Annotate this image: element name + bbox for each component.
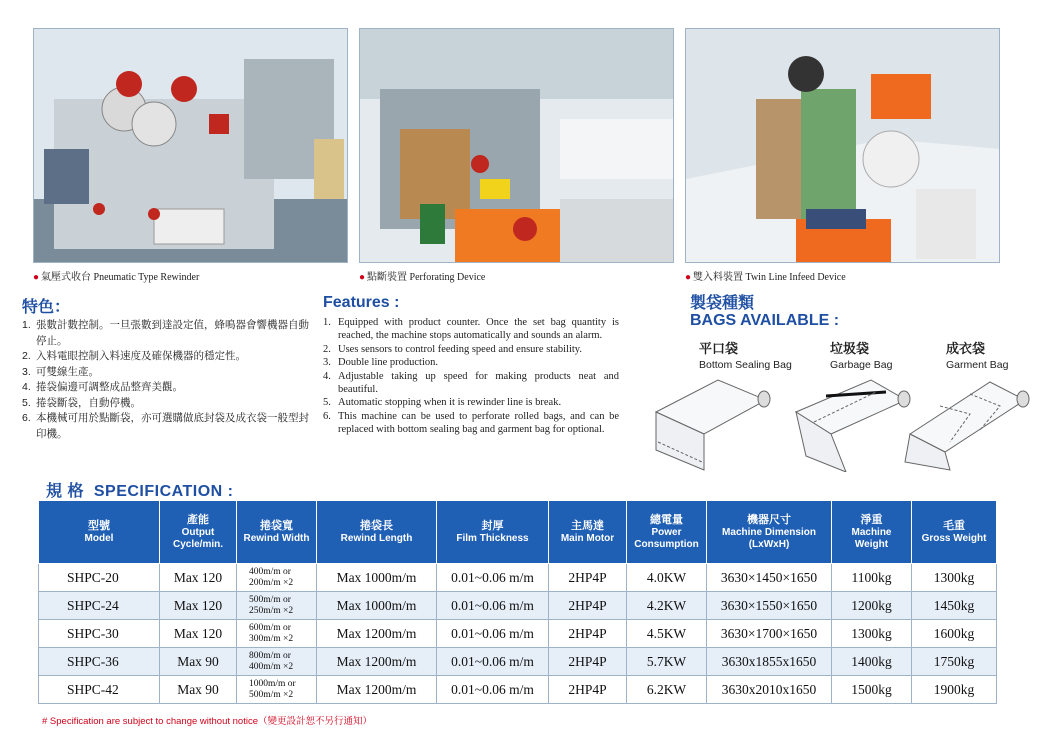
list-item: 2. Uses sensors to control feeding speed and ensure stability. [323,343,582,355]
table-row: SHPC-42 Max 90 1000m/m or 500m/m ×2 Max 1200m/m 0.01~0.06 m/m 2HP4P 6.2KW 3630x2010x1650 1500kg 1900kg [39,676,997,704]
garbage-bag-icon [786,372,916,472]
list-item: 1. 張數計數控制。一旦張數到達設定值，蜂鳴器會響機器自動停止。 [22,319,309,347]
list-item: 6. 本機械可用於點斷袋，亦可選購做底封袋及成衣袋一般型封印機。 [22,412,309,440]
features-zh-title: 特色： [22,299,71,316]
table-row: SHPC-20 Max 120 400m/m or 200m/m ×2 Max 1000m/m 0.01~0.06 m/m 2HP4P 4.0KW 3630×1450×1650 1100kg 1300kg [39,564,997,592]
table-row: SHPC-30 Max 120 600m/m or 300m/m ×2 Max 1200m/m 0.01~0.06 m/m 2HP4P 4.5KW 3630×1700×1650 1300kg 1600kg [39,620,997,648]
column-header: 總電量 Power Consumption [627,501,707,564]
features-en-title: Features : [323,294,400,311]
list-item: 1. Equipped with product counter. Once the set bag quantity is reached, the machine stops automatically and sounds an alarm. [323,317,619,342]
list-item: 3. Double line production. [323,357,439,369]
list-item: 6. This machine can be used to perforate rolled bags, and can be replaced with bottom sealing bag and garment bag for optional. [323,410,619,436]
column-header: 機器尺寸 Machine Dimension (LxWxH) [707,501,832,564]
spec-table [38,500,997,704]
spec-disclaimer: # Specification are subject to change without notice（變更設計恕不另行通知） [42,716,372,727]
twin-line-infeed-photo [685,28,1000,263]
list-item: 4. Adjustable taking up speed for making products neat and beautiful. [323,370,619,396]
list-item: 5. Automatic stopping when it is rewinder line is break. [323,397,562,409]
garment-bag-icon [900,372,1035,472]
photo-caption-twin-infeed: ● 雙入料裝置 Twin Line Infeed Device [685,272,846,283]
photo-caption-rewinder: ● 氣壓式收台 Pneumatic Type Rewinder [33,272,200,283]
column-header: 封厚 Film Thickness [437,501,549,564]
list-item: 4. 捲袋偏邊可調整成品整齊美觀。 [22,381,183,393]
bottom-sealing-bag-icon [648,372,778,472]
spec-title: 規 格 SPECIFICATION : [46,483,234,500]
photo-caption-perforating: ● 點斷裝置 Perforating Device [359,272,486,283]
table-row: SHPC-24 Max 120 500m/m or 250m/m ×2 Max 1000m/m 0.01~0.06 m/m 2HP4P 4.2KW 3630×1550×1650 1200kg 1450kg [39,592,997,620]
features-en-list [323,316,619,437]
perforating-device-photo [359,28,674,263]
bags-title-en: BAGS AVAILABLE : [690,312,840,329]
pneumatic-rewinder-photo [33,28,348,263]
list-item: 3. 可雙線生產。 [22,365,99,378]
list-item: 2. 入料電眼控制入料速度及確保機器的穩定性。 [22,350,246,362]
column-header: 型號 Model [39,501,160,564]
column-header: 主馬達 Main Motor [549,501,627,564]
column-header: 產能 Output Cycle/min. [160,501,237,564]
bullet-dot-icon: ● [359,272,366,283]
table-row: SHPC-36 Max 90 800m/m or 400m/m ×2 Max 1200m/m 0.01~0.06 m/m 2HP4P 5.7KW 3630x1855x1650 1400kg 1750kg [39,648,997,676]
column-header: 毛重 Gross Weight [912,501,997,564]
column-header: 捲袋長 Rewind Length [317,501,437,564]
column-header: 捲袋寬 Rewind Width [237,501,317,564]
list-item: 5. 捲袋斷袋，自動停機。 [22,396,141,409]
bag-type-garbage: 垃圾袋 Garbage Bag [830,341,893,371]
spec-header-row [39,501,997,564]
bag-type-garment: 成衣袋 Garment Bag [946,341,1009,371]
bags-title-zh: 製袋種類 [690,295,755,312]
features-zh-list [22,318,312,442]
bullet-dot-icon: ● [685,272,692,283]
bullet-dot-icon: ● [33,272,40,283]
column-header: 淨重 Machine Weight [832,501,912,564]
bag-type-bottom-sealing: 平口袋 Bottom Sealing Bag [699,341,792,371]
